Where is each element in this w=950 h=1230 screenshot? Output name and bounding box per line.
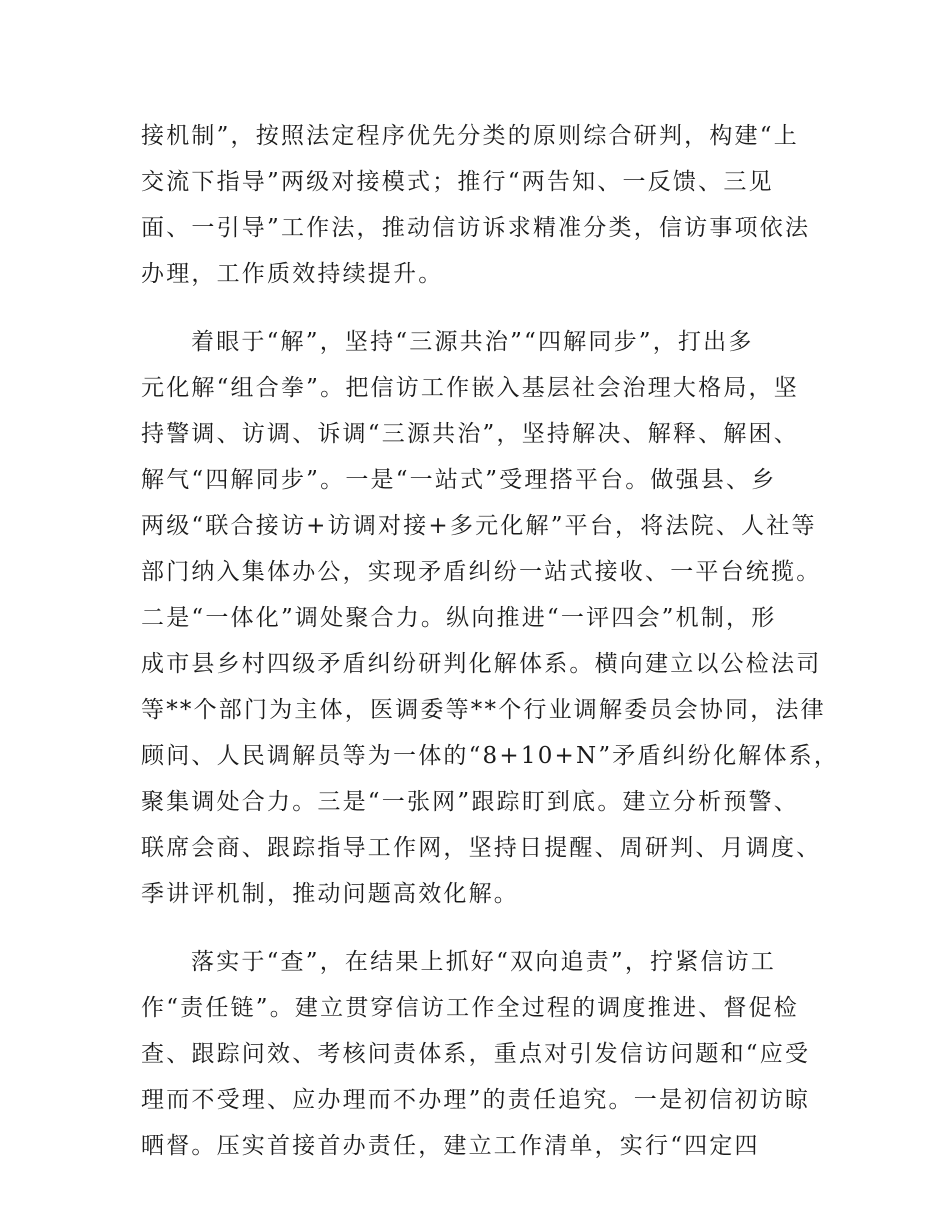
text-line: 联席会商、跟踪指导工作网，坚持日提醒、周研判、月调度、 [141,835,822,861]
paragraph [141,319,840,917]
paragraph-gap [141,917,813,939]
text-line: 办理，工作质效持续提升。 [141,261,444,287]
text-line: 解气“四解同步”。一是“一站式”受理搭平台。做强县、乡 [141,467,777,493]
text-line: 元化解“组合拳”。把信访工作嵌入基层社会治理大格局，坚 [141,375,799,401]
text-line: 聚集调处合力。三是“一张网”跟踪盯到底。建立分析预警、 [141,789,799,815]
text-line: 作“责任链”。建立贯穿信访工作全过程的调度推进、督促检 [141,995,799,1021]
text-line: 交流下指导”两级对接模式；推行“两告知、一反馈、三见 [141,169,774,195]
text-line: 顾问、人民调解员等为一体的“8+10+N”矛盾纠纷化解体系， [141,743,840,769]
text-line: 部门纳入集体办公，实现矛盾纠纷一站式接收、一平台统揽。 [141,559,822,585]
text-line: 面、一引导”工作法，推动信访诉求精准分类，信访事项依法 [141,215,811,241]
text-line: 落实于“查”，在结果上抓好“双向追责”，拧紧信访工 [191,949,777,975]
text-line: 接机制”，按照法定程序优先分类的原则综合研判，构建“上 [141,123,799,149]
text-line: 着眼于“解”，坚持“三源共治”“四解同步”，打出多 [191,329,754,355]
text-line: 等**个部门为主体，医调委等**个行业调解委员会协同，法律 [141,697,826,723]
document-body [141,113,840,1169]
paragraph [141,939,813,1169]
paragraph-gap [141,297,813,319]
text-line: 晒督。压实首接首办责任，建立工作清单，实行“四定四 [141,1133,760,1159]
text-line: 查、跟踪问效、考核问责体系，重点对引发信访问题和“应受 [141,1041,811,1067]
text-line: 成市县乡村四级矛盾纠纷研判化解体系。横向建立以公检法司 [141,651,822,677]
text-line: 季讲评机制，推动问题高效化解。 [141,881,519,907]
text-line: 持警调、访调、诉调“三源共治”，坚持解决、解释、解困、 [141,421,799,447]
text-line: 二是“一体化”调处聚合力。纵向推进“一评四会”机制，形 [141,605,777,631]
paragraph [141,113,813,297]
text-line: 理而不受理、应办理而不办理”的责任追究。一是初信初访晾 [141,1087,811,1113]
text-line: 两级“联合接访+访调对接+多元化解”平台，将法院、人社等 [141,513,817,539]
